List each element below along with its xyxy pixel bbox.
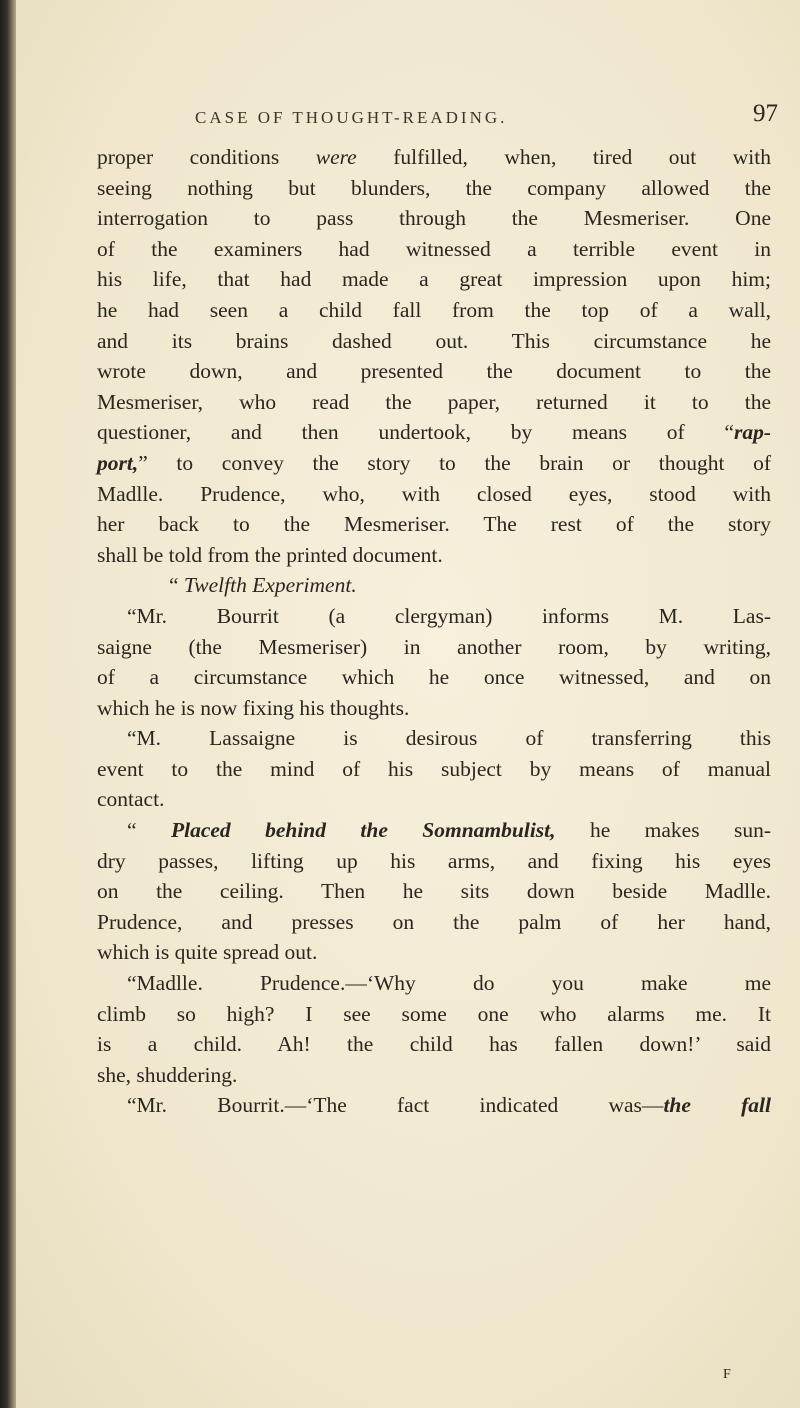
text-line: Mesmeriser, who read the paper, returned it to the — [97, 389, 771, 414]
text-line: which he is now fixing his thoughts. — [97, 695, 410, 720]
text-line: her back to the Mesmeriser. The rest of the story — [97, 512, 771, 537]
running-title: CASE OF THOUGHT-READING. — [195, 108, 508, 127]
text-line: his life, that had made a great impression upon him; — [97, 267, 771, 292]
book-spine-shadow — [0, 0, 16, 1408]
text-line: questioner, and then undertook, by means of “rap- — [97, 420, 771, 445]
text-line: “M. Lassaigne is desirous of transferring this — [127, 726, 771, 751]
text-line: is a child. Ah! the child has fallen down!’ said — [97, 1032, 771, 1057]
text-line: wrote down, and presented the document to the — [97, 359, 771, 384]
text-line: of the examiners had witnessed a terrible event in — [97, 236, 771, 261]
text-line: seeing nothing but blunders, the company allowed the — [97, 175, 771, 200]
text-line: contact. — [97, 787, 165, 812]
body-text — [97, 142, 771, 1121]
text-line: of a circumstance which he once witnessed, and on — [97, 665, 771, 690]
signature-mark: F — [723, 1367, 731, 1382]
text-line: shall be told from the printed document. — [97, 542, 443, 567]
text-line: dry passes, lifting up his arms, and fixing his eyes — [97, 848, 771, 873]
text-line: which is quite spread out. — [97, 940, 318, 965]
text-line: Madlle. Prudence, who, with closed eyes, stood with — [97, 481, 771, 506]
text-line: “Madlle. Prudence.—‘Why do you make me — [127, 971, 771, 996]
text-line: event to the mind of his subject by means of manual — [97, 756, 771, 781]
text-line: port,” to convey the story to the brain or thought of — [97, 450, 771, 475]
text-line: “ Placed behind the Somnambulist, he makes sun- — [127, 818, 772, 843]
text-line: Prudence, and presses on the palm of her hand, — [97, 909, 771, 934]
text-line: climb so high? I see some one who alarms me. It — [97, 1001, 771, 1026]
text-line: “Mr. Bourrit.—‘The fact indicated was—the fall — [127, 1093, 771, 1118]
text-line: and its brains dashed out. This circumstance he — [97, 328, 771, 353]
text-line: on the ceiling. Then he sits down beside Madlle. — [97, 879, 771, 904]
text-line: saigne (the Mesmeriser) in another room, by writing, — [97, 634, 771, 659]
text-line: “Mr. Bourrit (a clergyman) informs M. Las- — [127, 603, 771, 628]
experiment-heading: “ Twelfth Experiment. — [169, 573, 357, 598]
page-number: 97 — [753, 100, 778, 127]
text-line: proper conditions were fulfilled, when, tired out with — [97, 145, 771, 169]
text-line: she, shuddering. — [97, 1062, 238, 1087]
text-line: he had seen a child fall from the top of a wall, — [97, 297, 771, 322]
text-line: interrogation to pass through the Mesmeriser. One — [97, 206, 771, 231]
